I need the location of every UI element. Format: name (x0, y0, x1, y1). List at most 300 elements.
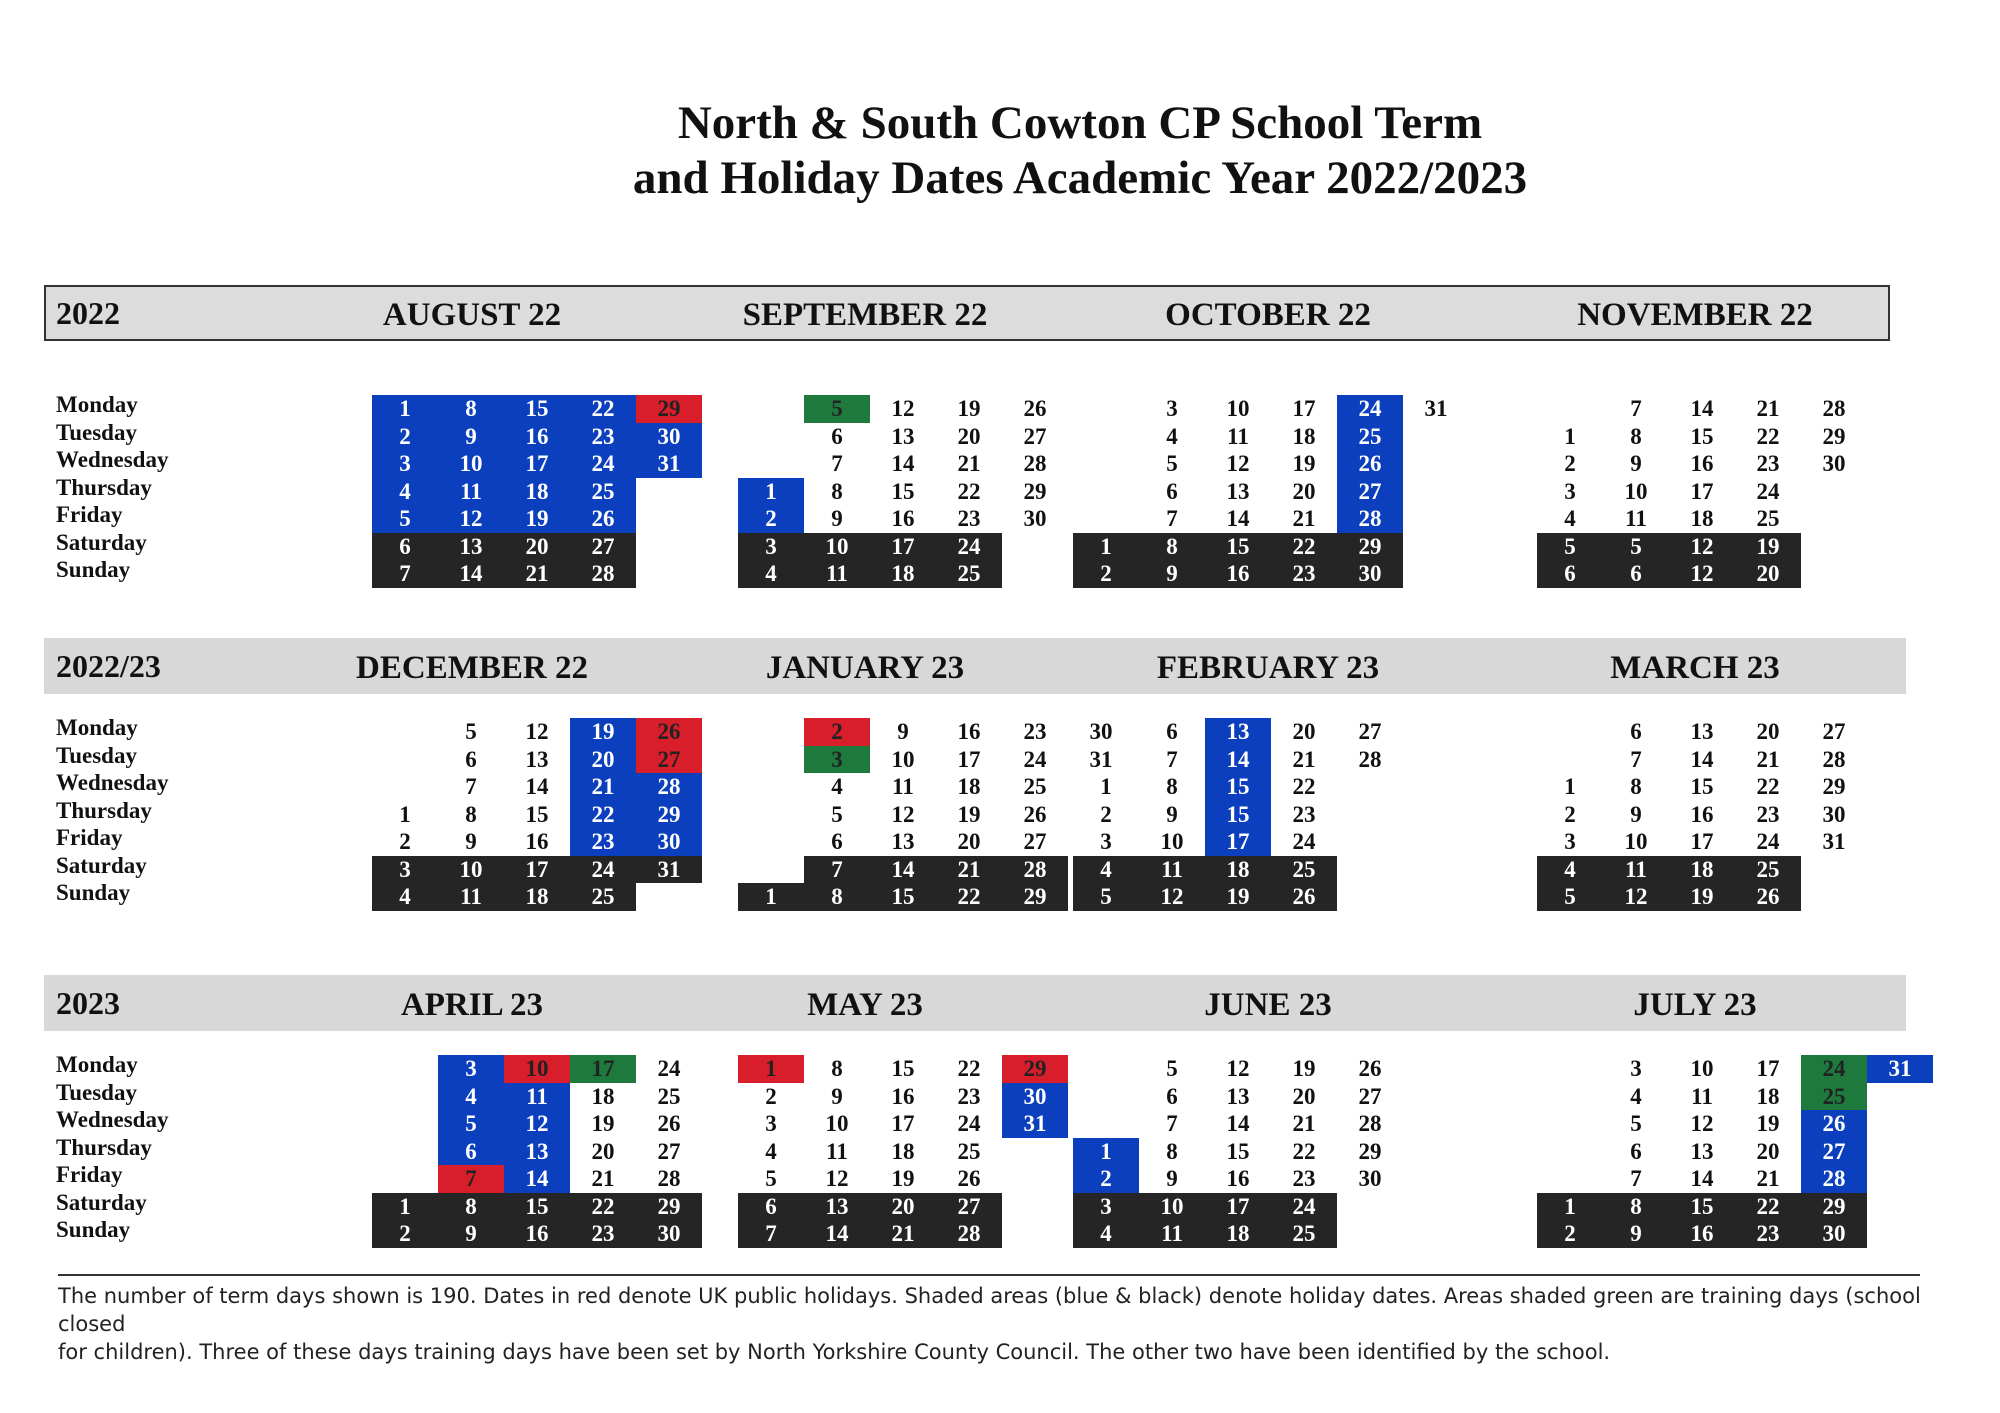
calendar-day: 9 (1139, 560, 1205, 588)
calendar-day: 8 (1166, 774, 1178, 799)
calendar-day: 12 (891, 801, 915, 827)
calendar-day: 20 (591, 1138, 615, 1164)
calendar-day: 20 (957, 829, 981, 854)
calendar-day: 30 (1822, 451, 1846, 476)
calendar-day: 31 (636, 856, 702, 884)
calendar-day: 5 (372, 505, 438, 533)
day-name-thursday: Thursday (56, 1134, 152, 1160)
day-name-friday: Friday (56, 825, 123, 850)
calendar-day: 15 (891, 1056, 915, 1081)
calendar-day: 29 (1023, 478, 1047, 504)
calendar-day: 27 (657, 1138, 681, 1164)
calendar-day: 6 (1603, 560, 1669, 588)
calendar-day: 15 (1205, 801, 1271, 829)
month-header-september-22: SEPTEMBER 22 (742, 297, 988, 333)
calendar-day: 2 (1073, 1165, 1139, 1193)
calendar-day: 3 (1564, 829, 1576, 854)
calendar-day: 22 (570, 1193, 636, 1221)
calendar-day: 6 (738, 1193, 804, 1221)
footer-note-line-2: for children). Three of these days training days have been set by North Yorkshire County Council. The other two have been identified by the school. (58, 1340, 1611, 1364)
calendar-day: 2 (1564, 451, 1576, 476)
calendar-day: 10 (1160, 829, 1184, 854)
calendar-day: 5 (1537, 883, 1603, 911)
calendar-day: 27 (1801, 1138, 1867, 1166)
calendar-day: 23 (1271, 560, 1337, 588)
calendar-day: 8 (831, 1056, 843, 1081)
calendar-day: 22 (1756, 423, 1780, 449)
calendar-day: 18 (1690, 506, 1714, 531)
calendar-day: 10 (1690, 1056, 1714, 1081)
calendar-day: 30 (1801, 1220, 1867, 1248)
calendar-day: 20 (870, 1193, 936, 1221)
calendar-day: 4 (1166, 423, 1178, 449)
calendar-day: 28 (1337, 505, 1403, 533)
calendar-day: 18 (1669, 856, 1735, 884)
calendar-day: 25 (1271, 856, 1337, 884)
calendar-day: 24 (1023, 746, 1047, 772)
calendar-day: 25 (1337, 423, 1403, 451)
calendar-day: 20 (1292, 1083, 1316, 1109)
calendar-day: 15 (1669, 1193, 1735, 1221)
calendar-day: 5 (1166, 451, 1178, 476)
calendar-day: 7 (1630, 746, 1642, 772)
calendar-day: 18 (957, 774, 981, 799)
calendar-day: 26 (1358, 1056, 1382, 1081)
calendar-day: 12 (1690, 1111, 1714, 1136)
calendar-day: 15 (525, 801, 549, 827)
calendar-day: 14 (1690, 746, 1714, 772)
calendar-day: 25 (936, 560, 1002, 588)
calendar-day: 4 (765, 1138, 777, 1164)
calendar-day: 24 (1756, 829, 1780, 854)
calendar-day: 1 (399, 801, 411, 827)
calendar-day: 2 (738, 505, 804, 533)
calendar-day: 17 (1205, 1193, 1271, 1221)
calendar-day: 8 (804, 883, 870, 911)
calendar-day: 12 (1139, 883, 1205, 911)
page-title-line-2: and Holiday Dates Academic Year 2022/2023 (632, 152, 1528, 204)
calendar-day: 31 (1822, 829, 1846, 854)
calendar-day: 28 (1002, 856, 1068, 884)
calendar-day: 14 (891, 451, 915, 476)
calendar-day: 29 (1822, 774, 1846, 799)
calendar-day: 7 (372, 560, 438, 588)
calendar-day: 8 (1166, 1138, 1178, 1164)
calendar-day: 23 (570, 828, 636, 856)
calendar-day: 19 (591, 1111, 615, 1136)
calendar-day: 21 (570, 773, 636, 801)
calendar-day: 4 (738, 560, 804, 588)
calendar-day: 16 (1205, 560, 1271, 588)
calendar-day: 2 (399, 829, 411, 854)
calendar-day: 7 (738, 1220, 804, 1248)
calendar-day: 10 (438, 450, 504, 478)
band-year-label: 2022/23 (56, 648, 161, 684)
calendar-day: 8 (1630, 774, 1642, 799)
calendar-day: 11 (1139, 1220, 1205, 1248)
calendar-day: 2 (372, 1220, 438, 1248)
calendar-day: 13 (1690, 1138, 1714, 1164)
calendar-day: 20 (1756, 719, 1780, 744)
calendar-day: 12 (504, 1110, 570, 1138)
calendar-day: 26 (1735, 883, 1801, 911)
calendar-day: 16 (504, 1220, 570, 1248)
calendar-day: 12 (825, 1166, 849, 1191)
calendar-day: 3 (1630, 1056, 1642, 1081)
calendar-day: 29 (636, 395, 702, 423)
calendar-day: 25 (1801, 1083, 1867, 1111)
calendar-day: 4 (831, 774, 843, 799)
calendar-day: 23 (1292, 801, 1316, 827)
calendar-day: 12 (1226, 1056, 1250, 1081)
calendar-day: 17 (870, 533, 936, 561)
calendar-day: 1 (1564, 774, 1576, 799)
calendar-day: 7 (1166, 506, 1178, 531)
calendar-day: 6 (372, 533, 438, 561)
month-header-december-22: DECEMBER 22 (356, 650, 588, 686)
calendar-day: 20 (1756, 1138, 1780, 1164)
calendar-day: 13 (804, 1193, 870, 1221)
calendar-day: 15 (1690, 774, 1714, 799)
calendar-day: 31 (1424, 396, 1448, 421)
calendar-day: 10 (1624, 478, 1648, 504)
calendar-day: 10 (1226, 396, 1250, 421)
calendar-day: 16 (1690, 801, 1714, 827)
calendar-day: 27 (1358, 719, 1382, 744)
calendar-day: 22 (936, 883, 1002, 911)
calendar-day: 5 (1166, 1056, 1178, 1081)
calendar-day: 16 (525, 829, 549, 854)
calendar-day: 1 (738, 1055, 804, 1083)
calendar-day: 15 (504, 1193, 570, 1221)
calendar-day: 5 (1537, 533, 1603, 561)
calendar-day: 6 (1630, 719, 1642, 744)
calendar-day: 6 (1166, 719, 1178, 744)
calendar-day: 7 (831, 451, 843, 476)
calendar-day: 30 (636, 1220, 702, 1248)
calendar-day: 30 (1089, 719, 1113, 744)
calendar-day: 3 (738, 533, 804, 561)
calendar-day: 25 (1756, 506, 1780, 531)
calendar-day: 19 (1292, 1056, 1316, 1081)
calendar-day: 18 (504, 478, 570, 506)
calendar-day: 11 (438, 478, 504, 506)
calendar-day: 6 (831, 423, 843, 449)
day-name-wednesday: Wednesday (56, 447, 169, 472)
calendar-day: 21 (1292, 746, 1316, 772)
calendar-day: 6 (1537, 560, 1603, 588)
calendar-day: 15 (1690, 423, 1714, 449)
calendar-day: 1 (1073, 533, 1139, 561)
calendar-day: 20 (957, 423, 981, 449)
calendar-day: 24 (570, 856, 636, 884)
day-name-saturday: Saturday (56, 852, 147, 878)
month-header-march-23: MARCH 23 (1610, 650, 1780, 686)
calendar-day: 10 (504, 1055, 570, 1083)
calendar-day: 5 (1073, 883, 1139, 911)
calendar-day: 27 (1822, 719, 1846, 744)
calendar-day: 16 (891, 506, 915, 531)
calendar-day: 13 (525, 746, 549, 772)
calendar-day: 5 (765, 1166, 777, 1191)
calendar-day: 30 (636, 828, 702, 856)
day-name-tuesday: Tuesday (56, 1079, 137, 1105)
calendar-day: 21 (1756, 1166, 1780, 1191)
calendar-day: 4 (372, 478, 438, 506)
calendar-day: 28 (1358, 1111, 1382, 1136)
calendar-day: 23 (1292, 1166, 1316, 1191)
month-header-august-22: AUGUST 22 (382, 297, 562, 333)
calendar-day: 9 (831, 1083, 843, 1109)
calendar-day: 19 (504, 505, 570, 533)
calendar-day: 13 (1226, 478, 1250, 504)
day-name-friday: Friday (56, 1162, 123, 1187)
calendar-day: 8 (438, 1193, 504, 1221)
calendar-day: 27 (570, 533, 636, 561)
calendar-day: 11 (1603, 856, 1669, 884)
calendar-day: 18 (1292, 423, 1316, 449)
month-header-june-23: JUNE 23 (1204, 987, 1332, 1023)
calendar-day: 11 (438, 883, 504, 911)
calendar-day: 5 (804, 395, 870, 423)
day-name-sunday: Sunday (56, 1217, 131, 1242)
calendar-day: 27 (1023, 829, 1047, 854)
calendar-day: 14 (1690, 396, 1714, 421)
calendar-day: 19 (957, 801, 981, 827)
month-header-july-23: JULY 23 (1633, 987, 1757, 1023)
calendar-day: 23 (1756, 451, 1780, 476)
day-name-saturday: Saturday (56, 529, 147, 555)
calendar-day: 2 (804, 718, 870, 746)
calendar-day: 23 (1023, 719, 1047, 744)
calendar-day: 27 (936, 1193, 1002, 1221)
calendar-day: 7 (1630, 1166, 1642, 1191)
calendar-day: 17 (1292, 396, 1316, 421)
calendar-day: 28 (1801, 1165, 1867, 1193)
calendar-day: 3 (1564, 478, 1576, 504)
calendar-day: 20 (1292, 478, 1316, 504)
day-name-tuesday: Tuesday (56, 742, 137, 768)
calendar-day: 23 (957, 1083, 981, 1109)
calendar-day: 20 (504, 533, 570, 561)
calendar-day: 11 (1625, 506, 1647, 531)
calendar-day: 22 (1292, 1138, 1316, 1164)
calendar-day: 3 (804, 746, 870, 774)
calendar-day: 16 (1690, 451, 1714, 476)
calendar-day: 16 (957, 719, 981, 744)
calendar-day: 26 (570, 505, 636, 533)
calendar-day: 8 (831, 478, 843, 504)
calendar-day: 24 (1801, 1055, 1867, 1083)
calendar-day: 26 (1337, 450, 1403, 478)
calendar-day: 22 (570, 801, 636, 829)
band-year-label: 2022 (56, 295, 120, 331)
calendar-day: 30 (1337, 560, 1403, 588)
calendar-day: 6 (1166, 1083, 1178, 1109)
calendar-day: 4 (1537, 856, 1603, 884)
calendar-day: 25 (570, 883, 636, 911)
calendar-day: 31 (636, 450, 702, 478)
calendar-day: 25 (657, 1083, 681, 1109)
calendar-day: 15 (870, 883, 936, 911)
calendar-day: 29 (1822, 423, 1846, 449)
calendar-day: 3 (1073, 1193, 1139, 1221)
calendar-day: 1 (372, 1193, 438, 1221)
calendar-day: 23 (957, 506, 981, 531)
month-header-october-22: OCTOBER 22 (1165, 297, 1371, 333)
calendar-day: 24 (1271, 1193, 1337, 1221)
calendar-day: 16 (1226, 1166, 1250, 1191)
page-title-line-1: North & South Cowton CP School Term (677, 97, 1483, 149)
calendar-day: 7 (804, 856, 870, 884)
calendar-day: 29 (636, 1193, 702, 1221)
footer-note-line-1: The number of term days shown is 190. Dates in red denote UK public holidays. Shaded areas (blue & black) denote holiday dates. Areas shaded green are training days (school closed (58, 1284, 1921, 1336)
calendar-day: 2 (1073, 560, 1139, 588)
calendar-day: 9 (1603, 1220, 1669, 1248)
calendar-day: 4 (438, 1083, 504, 1111)
calendar-day: 30 (1358, 1166, 1382, 1191)
calendar-day: 10 (438, 856, 504, 884)
calendar-day: 7 (1166, 746, 1178, 772)
calendar-day: 22 (1756, 774, 1780, 799)
calendar-day: 18 (870, 560, 936, 588)
month-header-april-23: APRIL 23 (400, 987, 544, 1023)
calendar-day: 2 (1564, 801, 1576, 827)
calendar-day: 24 (936, 533, 1002, 561)
calendar-day: 27 (636, 746, 702, 774)
calendar-day: 28 (657, 1166, 681, 1191)
calendar-day: 9 (438, 423, 504, 451)
calendar-day: 13 (504, 1138, 570, 1166)
calendar-day: 12 (1669, 533, 1735, 561)
calendar-day: 5 (438, 1110, 504, 1138)
calendar-day: 5 (1603, 533, 1669, 561)
calendar-day: 16 (891, 1083, 915, 1109)
calendar-day: 31 (1002, 1110, 1068, 1138)
calendar-day: 17 (957, 746, 981, 772)
calendar-day: 15 (504, 395, 570, 423)
calendar-day: 8 (465, 801, 477, 827)
month-header-january-23: JANUARY 23 (765, 650, 965, 686)
calendar-day: 23 (570, 1220, 636, 1248)
day-name-sunday: Sunday (56, 557, 131, 582)
calendar-day: 1 (1100, 774, 1112, 799)
calendar-day: 18 (591, 1083, 615, 1109)
calendar-day: 28 (570, 560, 636, 588)
calendar-day: 24 (1337, 395, 1403, 423)
calendar-day: 28 (1822, 746, 1846, 772)
calendar-day: 13 (891, 423, 915, 449)
calendar-day: 10 (1139, 1193, 1205, 1221)
calendar-day: 12 (891, 396, 915, 421)
calendar-day: 31 (1089, 746, 1113, 772)
calendar-day: 19 (1669, 883, 1735, 911)
calendar-day: 19 (1756, 1111, 1780, 1136)
calendar-day: 11 (826, 1138, 848, 1164)
calendar-day: 15 (891, 478, 915, 504)
calendar-day: 18 (1205, 856, 1271, 884)
calendar-day: 8 (1630, 423, 1642, 449)
calendar-day: 17 (1690, 829, 1714, 854)
calendar-day: 9 (831, 506, 843, 531)
calendar-day: 25 (1023, 774, 1047, 799)
calendar-day: 2 (1100, 801, 1112, 827)
calendar-day: 10 (804, 533, 870, 561)
footer-note (58, 1282, 1938, 1366)
calendar-day: 14 (1205, 746, 1271, 774)
calendar-day: 28 (1822, 396, 1846, 421)
calendar-day: 14 (870, 856, 936, 884)
calendar-day: 14 (1226, 1111, 1250, 1136)
calendar-day: 1 (738, 478, 804, 506)
calendar-day: 22 (957, 1056, 981, 1081)
calendar-day: 2 (372, 423, 438, 451)
calendar-day: 20 (1735, 560, 1801, 588)
calendar-day: 14 (525, 774, 549, 799)
calendar-day: 21 (1292, 1111, 1316, 1136)
calendar-day: 11 (1691, 1083, 1713, 1109)
calendar-day: 20 (570, 746, 636, 774)
calendar-day: 25 (1271, 1220, 1337, 1248)
day-name-monday: Monday (56, 1052, 138, 1077)
calendar-day: 26 (957, 1166, 981, 1191)
month-header-may-23: MAY 23 (807, 987, 923, 1023)
calendar-day: 21 (870, 1220, 936, 1248)
calendar-day: 19 (1205, 883, 1271, 911)
calendar-day: 21 (504, 560, 570, 588)
calendar-day: 5 (465, 719, 477, 744)
calendar-day: 4 (1630, 1083, 1642, 1109)
calendar-day: 12 (438, 505, 504, 533)
calendar-day: 26 (1023, 801, 1047, 827)
calendar-day: 12 (1226, 451, 1250, 476)
calendar-day: 18 (504, 883, 570, 911)
day-name-tuesday: Tuesday (56, 419, 137, 445)
calendar-day: 17 (504, 450, 570, 478)
calendar-day: 8 (438, 395, 504, 423)
calendar-day: 29 (636, 801, 702, 829)
calendar-day: 14 (438, 560, 504, 588)
calendar-day: 6 (465, 746, 477, 772)
calendar-day: 20 (1292, 719, 1316, 744)
calendar-day: 11 (804, 560, 870, 588)
calendar-day: 21 (957, 451, 981, 476)
calendar-day: 14 (504, 1165, 570, 1193)
calendar-day: 3 (438, 1055, 504, 1083)
day-name-friday: Friday (56, 502, 123, 527)
calendar-day: 3 (372, 856, 438, 884)
calendar-day: 2 (1537, 1220, 1603, 1248)
calendar-day: 6 (1166, 478, 1178, 504)
calendar-day: 10 (1624, 829, 1648, 854)
calendar-day: 25 (957, 1138, 981, 1164)
calendar-day: 3 (765, 1111, 777, 1136)
calendar-day: 1 (1537, 1193, 1603, 1221)
calendar-day: 18 (891, 1138, 915, 1164)
calendar-day: 11 (504, 1083, 570, 1111)
calendar-day: 13 (891, 829, 915, 854)
calendar-day: 9 (438, 1220, 504, 1248)
calendar-day: 30 (1023, 506, 1047, 531)
calendar-day: 28 (1023, 451, 1047, 476)
calendar-day: 22 (957, 478, 981, 504)
calendar-day: 26 (657, 1111, 681, 1136)
calendar-day: 3 (1166, 396, 1178, 421)
calendar-day: 4 (1564, 506, 1576, 531)
calendar-day: 7 (438, 1165, 504, 1193)
calendar-day: 22 (1271, 533, 1337, 561)
calendar-day: 1 (1564, 423, 1576, 449)
